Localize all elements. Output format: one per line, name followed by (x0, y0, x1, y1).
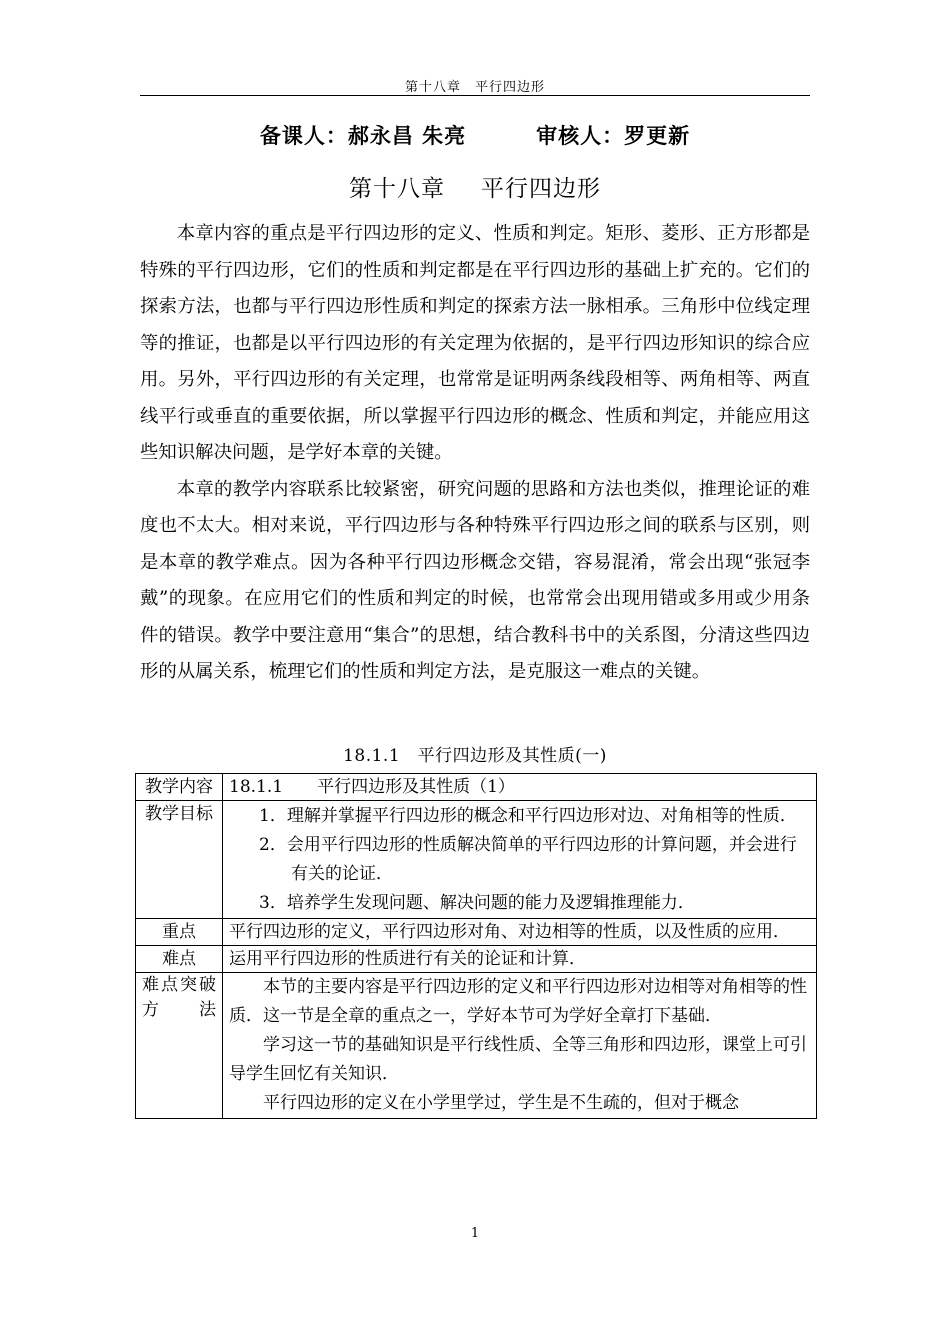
chapter-name: 平行四边形 (481, 176, 601, 202)
difficulty-value: 运用平行四边形的性质进行有关的论证和计算． (223, 946, 817, 973)
method-paragraph: 本节的主要内容是平行四边形的定义和平行四边形对边相等对角相等的性质．这一节是全章的重点之一，学好本节可为学好全章打下基础． (229, 977, 807, 1026)
reviewer-text: 审核人：罗更新 (536, 124, 691, 148)
table-row-key (136, 919, 817, 946)
chapter-intro (140, 216, 810, 691)
key-label: 重点 (136, 919, 223, 946)
method-paragraph: 学习这一节的基础知识是平行线性质、全等三角形和四边形，课堂上可引导学生回忆有关知识． (229, 1035, 807, 1084)
method-label-line-2: 方 法 (142, 1000, 216, 1020)
goal-item: 2．会用平行四边形的性质解决简单的平行四边形的计算问题，并会进行有关的论证． (259, 835, 797, 884)
chapter-number: 第十八章 (349, 176, 445, 202)
method-paragraph: 平行四边形的定义在小学里学过，学生是不生疏的，但对于概念 (263, 1093, 739, 1113)
intro-paragraph-2: 本章的教学内容联系比较紧密，研究问题的思路和方法也类似，推理论证的难度也不太大。相对来说，平行四边形与各种特殊平行四边形之间的联系与区别，则是本章的教学难点。因为各种平行四边形概念交错，容易混淆，常会出现“张冠李戴”的现象。在应用它们的性质和判定的时候，也常常会出现用错或多用或少用条件的错误。教学中要注意用“集合”的思想，结合教科书中的关系图，分清这些四边形的从属关系，梳理它们的性质和判定方法，是克服这一难点的关键。 (140, 478, 810, 682)
table-row-difficulty (136, 946, 817, 973)
preparer-text: 备课人：郝永昌 朱亮 (259, 124, 467, 148)
content-label: 教学内容 (136, 774, 223, 801)
table-row-content (136, 774, 817, 801)
goals-cell (223, 801, 817, 919)
table-row-method (136, 973, 817, 1119)
method-label-line-1: 难点突破 (142, 975, 216, 995)
table-row-goals (136, 801, 817, 919)
goals-label: 教学目标 (136, 801, 223, 919)
method-cell (223, 973, 817, 1119)
lesson-plan-table (135, 773, 817, 1119)
author-line (140, 120, 810, 150)
header-rule (140, 95, 810, 96)
intro-paragraph-1: 本章内容的重点是平行四边形的定义、性质和判定。矩形、菱形、正方形都是特殊的平行四边形，它们的性质和判定都是在平行四边形的基础上扩充的。它们的探索方法，也都与平行四边形性质和判定的探索方法一脉相承。三角形中位线定理等的推证，也都是以平行四边形的有关定理为依据的，是平行四边形知识的综合应用。另外，平行四边形的有关定理，也常常是证明两条线段相等、两角相等、两直线平行或垂直的重要依据，所以掌握平行四边形的概念、性质和判定，并能应用这些知识解决问题，是学好本章的关键。 (140, 223, 810, 463)
method-label-cell (136, 973, 223, 1119)
difficulty-label: 难点 (136, 946, 223, 973)
page-number: 1 (470, 1226, 480, 1241)
chapter-title (140, 170, 810, 203)
key-value: 平行四边形的定义，平行四边形对角、对边相等的性质，以及性质的应用． (223, 919, 817, 946)
section-title: 18.1.1 平行四边形及其性质(一) (343, 746, 607, 766)
goal-item: 1．理解并掌握平行四边形的概念和平行四边形对边、对角相等的性质． (259, 806, 797, 826)
goal-item: 3．培养学生发现问题、解决问题的能力及逻辑推理能力． (259, 893, 695, 913)
running-header: 第十八章 平行四边形 (404, 80, 545, 95)
content-value: 18.1.1 平行四边形及其性质（1） (223, 774, 817, 801)
